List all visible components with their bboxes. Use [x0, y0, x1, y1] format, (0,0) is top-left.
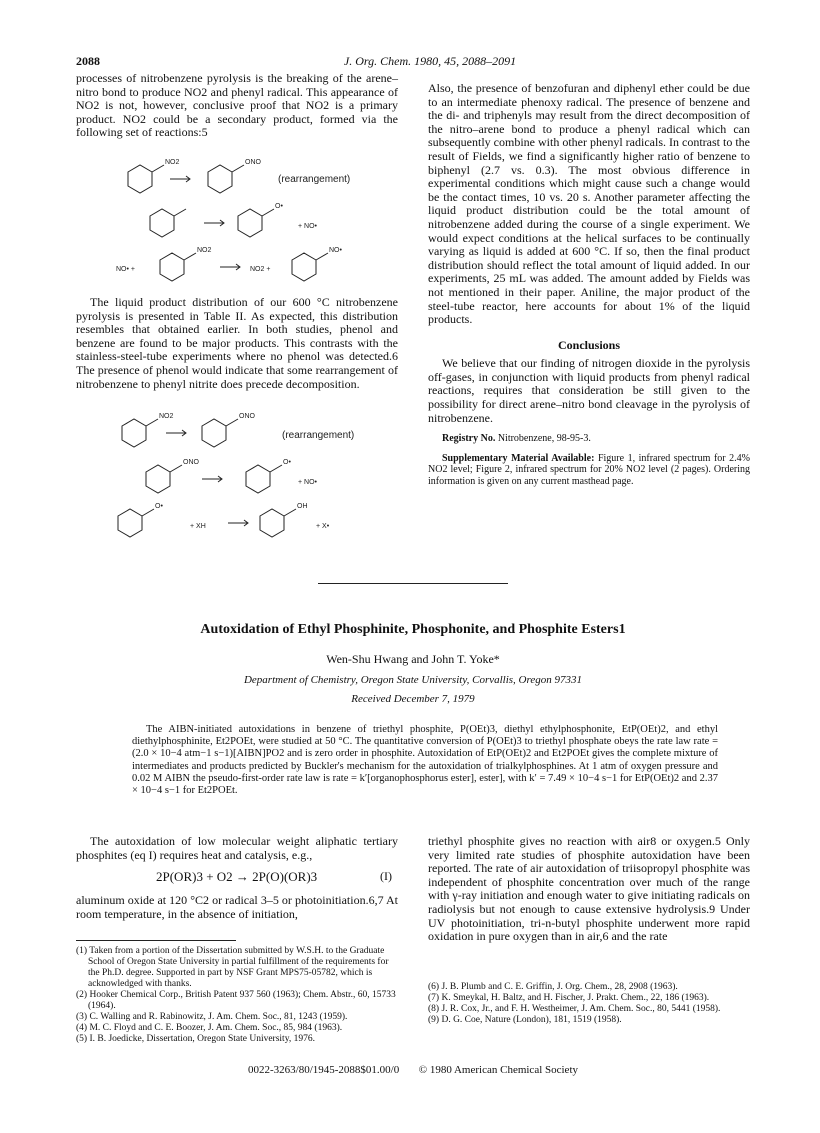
left-paragraph-1: processes of nitrobenzene pyrolysis is the breaking of the arene–nitro bond to produce NO2 and phenyl radical. This appearance of NO2 is not, however, conclusive proof that NO2 is a primary product. NO2 could be a secondary product, formed via the following set of reactions:5 [76, 71, 398, 140]
footer-code: 0022-3263/80/1945-2088$01.00/0 [247, 1064, 400, 1076]
page-number: 2088 [76, 54, 100, 68]
supplementary-label: Supplementary Material Available: [442, 452, 595, 464]
body-right-paragraph-1: triethyl phosphite gives no reaction with air8 or oxygen.5 Only very limited rate studies of phosphite autoxidation have been reported. The rate of air autoxidation of triisopropyl phosphite was independent of phosphite concentration over much of the range with γ-ray initiation and enough water to give initiating radicals on radiolysis but not enough to cause extensive hydrolysis.9 Under UV photoinitiation, tri-n-butyl phosphite underwent more rapid oxidation in pure oxygen than in air,6 and the rate [428, 834, 750, 944]
svg-text:ONO: ONO [245, 159, 261, 166]
conclusions-text: We believe that our finding of nitrogen dioxide in the pyrolysis off-gases, in conjunction with liquid products from phenyl radical reactions, requires that consideration be still given to the possibility for direct arene–nitro bond cleavage in the pyrolysis of nitrobenzene. [428, 356, 750, 425]
body-left-paragraph-1: The autoxidation of low molecular weight aliphatic tertiary phosphites (eq I) requires heat and catalysis, e.g., [76, 834, 398, 862]
supplementary-material [428, 453, 750, 488]
equation-row [76, 868, 398, 890]
equation: 2P(OR)3 + O2 → 2P(O)(OR)3 [156, 869, 318, 885]
registry-value: Nitrobenzene, 98-95-3. [497, 433, 591, 445]
abstract: The AIBN-initiated autoxidations in benzene of triethyl phosphite, P(OEt)3, diethyl ethylphosphonite, EtP(OEt)2, and ethyl diethylphosphinite, Et2POEt, were studied at 50 °C. The quantitative conversion of P(OEt)3 to triethyl phosphate obeys the rate law rate = (2.0 × 10−4 atm−1 s−1)[AIBN]PO2 and is zero order in phosphite. Autoxidation of EtP(OEt)2 and Et2POEt gives the complete mixture of intermediates and products predicted by Buckler's mechanism for the autoxidation of trialkylphosphines. At 1 atm of oxygen pressure and 0.02 M AIBN the pseudo-first-order rate law is rate = k′[organophosphorus ester], ester], with k′ = 7.49 × 10−4 s−1 for EtP(OEt)2 and 2.37 × 10−4 s−1 for Et2POEt. [132, 724, 718, 797]
svg-text:NO• +: NO• + [116, 266, 135, 273]
equation-label: (I) [380, 869, 392, 884]
conclusions-heading: Conclusions [557, 337, 621, 352]
article-title: Autoxidation of Ethyl Phosphinite, Phosphonite, and Phosphite Esters1 [200, 622, 626, 637]
svg-text:ONO: ONO [183, 459, 199, 466]
benzene-ring [292, 253, 316, 281]
svg-text:+ NO•: + NO• [298, 223, 317, 230]
benzene-ring [160, 253, 184, 281]
svg-text:O•: O• [283, 459, 291, 466]
benzene-ring [150, 209, 174, 237]
benzene-ring [208, 165, 232, 193]
page-footer [76, 1064, 750, 1076]
registry-line [428, 433, 750, 445]
benzene-ring [246, 465, 270, 493]
footnote: (6) J. B. Plumb and C. E. Griffin, J. Org. Chem., 28, 2908 (1963). [428, 982, 678, 992]
svg-text:(rearrangement): (rearrangement) [278, 174, 351, 185]
svg-text:NO2 +: NO2 + [250, 266, 271, 273]
footnote: (1) Taken from a portion of the Dissertation submitted by W.S.H. to the Graduate School of Oregon State University in partial fulfillment of the requirements for the Ph.D. degree. Supported in part by NSF Grant MPS75-05782, which is acknowledged with thanks. [76, 946, 389, 989]
article-affiliation: Department of Chemistry, Oregon State University, Corvallis, Oregon 97331 [243, 674, 583, 686]
footnote: (4) M. C. Floyd and C. E. Boozer, J. Am. Chem. Soc., 85, 984 (1963). [76, 1023, 343, 1033]
svg-text:+ NO•: + NO• [298, 479, 317, 486]
left-column-mid [76, 296, 398, 391]
svg-text:+ XH: + XH [190, 523, 206, 530]
article-received: Received December 7, 1979 [351, 693, 475, 705]
footnotes-right [428, 982, 750, 1026]
svg-text:O•: O• [155, 503, 163, 510]
svg-text:+ X•: + X• [316, 523, 330, 530]
svg-text:ONO: ONO [239, 413, 255, 420]
benzene-ring [202, 419, 226, 447]
left-column-top [76, 72, 398, 140]
svg-text:NO2: NO2 [197, 247, 212, 254]
footnote: (9) D. G. Coe, Nature (London), 181, 1519 (1958). [428, 1015, 622, 1025]
left-paragraph-2: The liquid product distribution of our 600 °C nitrobenzene pyrolysis is presented in Table II. As expected, this distribution resembles that obtained earlier. In both studies, phenol and benzene are found to be major products. This contrasts with the stainless-steel-tube experiments where no phenol was detected.6 The presence of phenol would indicate that some rearrangement of nitrobenzene to phenyl nitrite does precede decomposition. [76, 295, 398, 391]
reaction-scheme-1 [110, 150, 410, 295]
running-header: J. Org. Chem. 1980, 45, 2088–2091 [343, 54, 517, 68]
benzene-ring [128, 165, 152, 193]
section-divider [318, 583, 508, 584]
footnote: (7) K. Smeykal, H. Baltz, and H. Fischer, J. Prakt. Chem., 22, 186 (1963). [428, 993, 710, 1003]
svg-text:NO•: NO• [329, 247, 342, 254]
supplementary-text: Figure 1, infrared spectrum for 2.4% NO2 level; Figure 2, infrared spectrum for 20% NO2 level (2 pages). Ordering information is given on any current masthead page. [428, 452, 750, 487]
benzene-ring [238, 209, 262, 237]
svg-text:O•: O• [275, 203, 283, 210]
footnote: (8) J. R. Cox, Jr., and F. H. Westheimer, J. Am. Chem. Soc., 80, 5441 (1958). [428, 1004, 721, 1014]
registry-label: Registry No. [442, 433, 496, 445]
body-left-column [76, 835, 398, 921]
body-left-paragraph-2: aluminum oxide at 120 °C2 or radical 3–5 or photoinitiation.6,7 At room temperature, in the absence of initiation, [76, 893, 398, 921]
svg-text:OH: OH [297, 503, 308, 510]
svg-text:(rearrangement): (rearrangement) [282, 430, 355, 441]
benzene-ring [122, 419, 146, 447]
svg-text:NO2: NO2 [159, 413, 174, 420]
benzene-ring [146, 465, 170, 493]
right-column-top [428, 82, 750, 487]
footnote: (2) Hooker Chemical Corp., British Patent 937 560 (1963); Chem. Abstr., 60, 15733 (1964). [76, 990, 396, 1011]
footnote-divider [76, 940, 236, 941]
svg-text:NO2: NO2 [165, 159, 180, 166]
footnote: (3) C. Walling and R. Rabinowitz, J. Am. Chem. Soc., 81, 1243 (1959). [76, 1012, 348, 1022]
footnote: (5) I. B. Joedicke, Dissertation, Oregon State University, 1976. [76, 1034, 315, 1044]
benzene-ring [118, 509, 142, 537]
footnotes-left [76, 946, 398, 1045]
footer-copyright: © 1980 American Chemical Society [418, 1064, 578, 1076]
benzene-ring [260, 509, 284, 537]
body-right-column [428, 835, 750, 944]
article-authors: Wen-Shu Hwang and John T. Yoke* [326, 652, 500, 666]
right-paragraph-1: Also, the presence of benzofuran and diphenyl ether could be due to an intermediate phenoxy radical. The presence of benzene and the di- and triphenyls may result from the direct decomposition of the nitro–arene bond to produce a phenyl radical which can subsequently combine with other phenyl radicals. In contrast to the result of Fields, we find a significantly higher ratio of benzene to biphenyl (2.7 vs. 0.3). The most obvious difference in experimental conditions which might cause such a change would be the contact times, 10 vs. 20 s. Another parameter affecting the liquid product distribution could be the total amount of nitrobenzene added during the course of a single experiment. We would expect conditions at the helical surfaces to be continually varying as liquid is added at 600 °C. If so, then the final product distribution should reflect the total amount of liquid added. In our experiments, 25 mL was added. The amount added by Fields was not mentioned in their paper. Aniline, the major product of the steel-tube reactor, here accounts for about 1% of the liquid products. [428, 81, 750, 327]
reaction-scheme-2 [110, 410, 410, 565]
